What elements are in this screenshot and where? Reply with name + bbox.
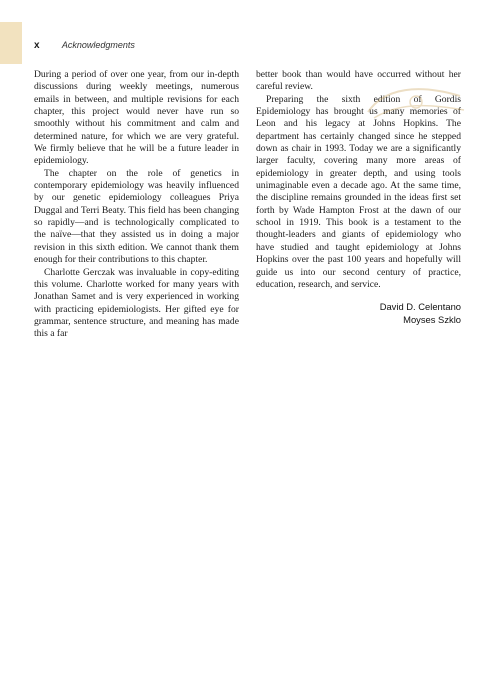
signature-block: [256, 301, 461, 326]
section-color-tab: [0, 22, 22, 64]
right-text-column: [256, 69, 461, 326]
author-signature: David D. Celentano: [379, 301, 461, 313]
paragraph: The chapter on the role of genetics in contemporary epidemiology was heavily influenced by our genetic epidemiology colleagues Priya Duggal and Terri Beaty. This field has been changing so rapidly—and is technologically complicated to the naïve—that they assisted us in doing a major revision in this sixth edition. We cannot thank them enough for their contributions to this chapter.: [34, 167, 239, 266]
chapter-title: Acknowledgments: [61, 40, 135, 50]
paragraph: better book than would have occurred without her careful review.: [256, 69, 461, 93]
left-text-column: [34, 69, 239, 341]
page-number: x: [34, 40, 40, 51]
paragraph: During a period of over one year, from our in-depth discussions during weekly meetings, numerous emails in between, and multiple revisions for each chapter, this project would never have run so smoothly without his commitment and calm and determined nature, for which we are very grateful. We firmly believe that he will be a future leader in epidemiology.: [34, 69, 239, 167]
author-signature: Moyses Szklo: [403, 313, 461, 325]
running-header: [34, 38, 480, 52]
paragraph: Charlotte Gerczak was invaluable in copy-editing this volume. Charlotte worked for many years with Jonathan Samet and is very experienced in working with practicing epidemiologists. Her gifted eye for grammar, sentence structure, and meaning has made this a far: [34, 266, 239, 340]
paragraph: Preparing the sixth edition of Gordis Epidemiology has brought us many memories of Leon and his legacy at Johns Hopkins. The department has certainly changed since he stepped down as chair in 1993. Today we are a significantly larger faculty, covering many more areas of epidemiology in greater depth, and using tools unimaginable even a decade ago. At the same time, the discipline remains grounded in the ideas first set forth by Wade Hampton Frost at the dawn of our school in 1919. This book is a testament to the thought-leaders and giants of epidemiology who have studied and taught epidemiology at Johns Hopkins over the past 100 years and hopefully will guide us into our second century of practice, education, research, and service.: [256, 93, 461, 290]
